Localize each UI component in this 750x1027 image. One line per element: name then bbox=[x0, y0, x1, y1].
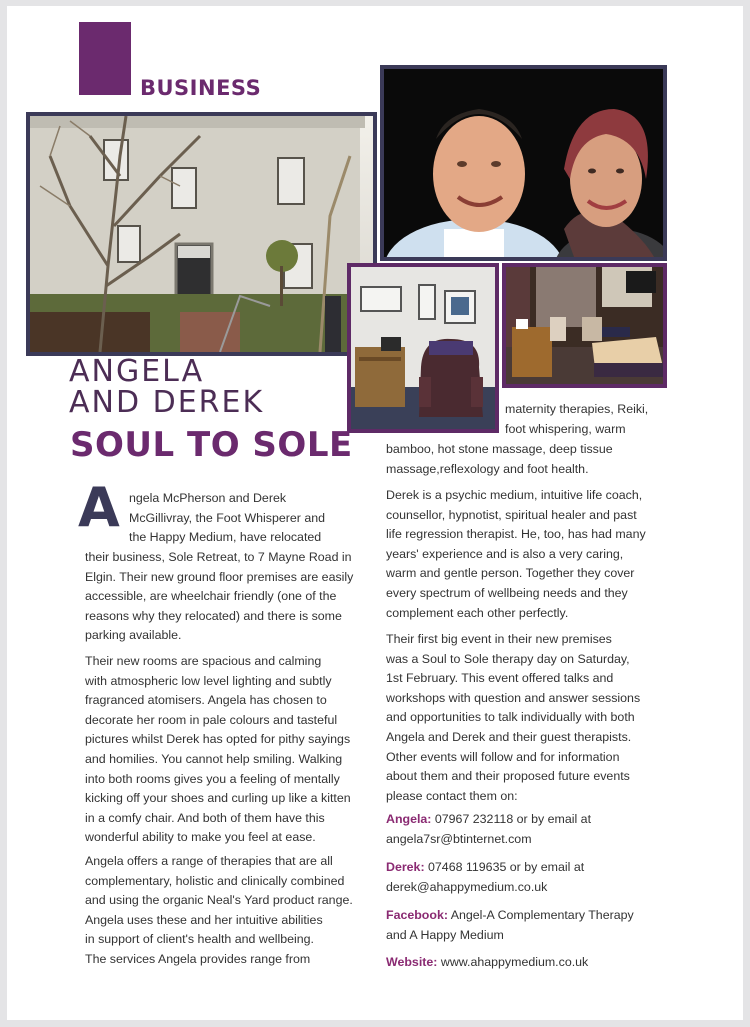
text-line: Derek is a psychic medium, intuitive life coach, bbox=[386, 488, 643, 502]
text-line: with atmospheric low level lighting and subtly bbox=[85, 673, 332, 688]
text-line: reasons why they relocated) and there is some bbox=[85, 608, 342, 623]
phone-text: 07468 119635 or by email at bbox=[424, 860, 585, 874]
contact-label: Derek: bbox=[386, 860, 425, 874]
text-line: years' experience and is also a very caring, bbox=[386, 546, 624, 561]
section-tag-block bbox=[79, 22, 131, 95]
text-line: Their first big event in their new premises bbox=[386, 632, 612, 646]
text-line: wonderful ability to make you feel at ease. bbox=[85, 830, 316, 845]
text-line: pictures whilst Derek has opted for pithy sayings bbox=[85, 732, 351, 747]
text-line: complement each other perfectly. bbox=[386, 605, 569, 620]
text-line: life regression therapist. He, too, has had many bbox=[386, 527, 646, 542]
building-photo bbox=[26, 112, 377, 356]
contact-line bbox=[386, 906, 634, 926]
text-line: McGillivray, the Foot Whisperer and bbox=[129, 510, 326, 525]
paragraph-5 bbox=[386, 486, 646, 623]
text-line: please contact them on: bbox=[386, 788, 518, 803]
text-line: Angela and Derek and their guest therapists. bbox=[386, 729, 632, 744]
text-line: Other events will follow and for information bbox=[386, 749, 620, 764]
building-illustration bbox=[30, 116, 373, 352]
text-line: and opportunities to talk individually with both bbox=[386, 710, 635, 725]
text-line: and using the organic Neal's Yard product range. bbox=[85, 893, 353, 908]
p1-rest bbox=[85, 548, 353, 646]
article-title bbox=[69, 356, 264, 418]
email-link[interactable]: angela7sr@btinternet.com bbox=[386, 831, 532, 846]
portrait-photo bbox=[380, 65, 667, 261]
text-line: in support of client's health and wellbeing. bbox=[85, 932, 314, 947]
text-line: ngela McPherson and Derek bbox=[129, 491, 287, 505]
contact-label: Angela: bbox=[386, 812, 432, 826]
text-line: every spectrum of wellbeing needs and they bbox=[386, 585, 628, 600]
text-line: bamboo, hot stone massage, deep tissue bbox=[386, 442, 613, 456]
portrait-illustration bbox=[384, 69, 663, 257]
therapy-room-chair-photo bbox=[347, 263, 499, 433]
contact-label: Website: bbox=[386, 955, 438, 969]
facebook-text-2: and A Happy Medium bbox=[386, 927, 504, 942]
text-line: about them and their proposed future events bbox=[386, 769, 630, 784]
paragraph-4-rest bbox=[386, 440, 613, 479]
paragraph-4-top bbox=[505, 400, 648, 439]
text-line: The services Angela provides range from bbox=[85, 951, 311, 966]
text-line: into both rooms gives you a feeling of mentally bbox=[85, 771, 340, 786]
contact-derek bbox=[386, 858, 584, 897]
paragraph-2 bbox=[85, 652, 351, 848]
contact-line bbox=[386, 810, 591, 830]
text-line: Elgin. Their new ground floor premises are easily bbox=[85, 569, 354, 584]
email-link[interactable]: derek@ahappymedium.co.uk bbox=[386, 879, 548, 894]
room-bed-illustration bbox=[506, 267, 663, 384]
text-line: warm and gentle person. Together they cover bbox=[386, 566, 635, 581]
room-chair-illustration bbox=[351, 267, 495, 429]
text-line: Their new rooms are spacious and calming bbox=[85, 654, 322, 668]
text-line: workshops with question and answer sessions bbox=[386, 690, 641, 705]
text-line: accessible, are wheelchair friendly (one of the bbox=[85, 589, 337, 604]
text-line: 1st February. This event offered talks and bbox=[386, 671, 614, 686]
contact-line bbox=[386, 953, 588, 973]
title-line-2: AND DEREK bbox=[69, 385, 265, 420]
contact-angela bbox=[386, 810, 591, 849]
text-line: fragranced atomisers. Angela has chosen to bbox=[85, 693, 327, 708]
text-line: their business, Sole Retreat, to 7 Mayne Road in bbox=[85, 550, 352, 564]
p1-first-lines bbox=[129, 489, 325, 548]
text-line: was a Soul to Sole therapy day on Saturday, bbox=[386, 651, 630, 666]
text-line: and homilies. You cannot help smiling. Walking bbox=[85, 751, 343, 766]
text-line: foot whispering, warm bbox=[505, 421, 626, 436]
text-line: massage,reflexology and foot health. bbox=[386, 461, 589, 476]
drop-cap: A bbox=[78, 476, 120, 539]
phone-text: 07967 232118 or by email at bbox=[431, 812, 592, 826]
text-line: the Happy Medium, have relocated bbox=[129, 530, 322, 545]
text-line: counsellor, hypnotist, spiritual healer and past bbox=[386, 507, 637, 522]
website-link[interactable]: www.ahappymedium.co.uk bbox=[437, 955, 589, 969]
title-line-1: ANGELA bbox=[69, 354, 205, 389]
paragraph-6 bbox=[386, 630, 640, 806]
text-line: complementary, holistic and clinically combined bbox=[85, 873, 345, 888]
contact-line bbox=[386, 858, 584, 878]
text-line: parking available. bbox=[85, 628, 182, 643]
contact-label: Facebook: bbox=[386, 908, 448, 922]
text-line: Angela uses these and her intuitive abilities bbox=[85, 912, 323, 927]
text-line: kicking off your shoes and curling up like a kitten bbox=[85, 791, 351, 806]
text-line: decorate her room in pale colours and tasteful bbox=[85, 712, 338, 727]
section-tag: BUSINESS bbox=[140, 76, 262, 100]
text-line: in a comfy chair. And both of them have this bbox=[85, 810, 325, 825]
article-subtitle: SOUL TO SOLE bbox=[70, 425, 353, 465]
therapy-room-bed-photo bbox=[502, 263, 667, 388]
paragraph-3 bbox=[85, 852, 353, 970]
contact-website bbox=[386, 953, 588, 973]
facebook-text: Angel-A Complementary Therapy bbox=[447, 908, 634, 922]
text-line: Angela offers a range of therapies that are all bbox=[85, 854, 333, 868]
contact-facebook bbox=[386, 906, 634, 945]
text-line: maternity therapies, Reiki, bbox=[505, 402, 649, 416]
